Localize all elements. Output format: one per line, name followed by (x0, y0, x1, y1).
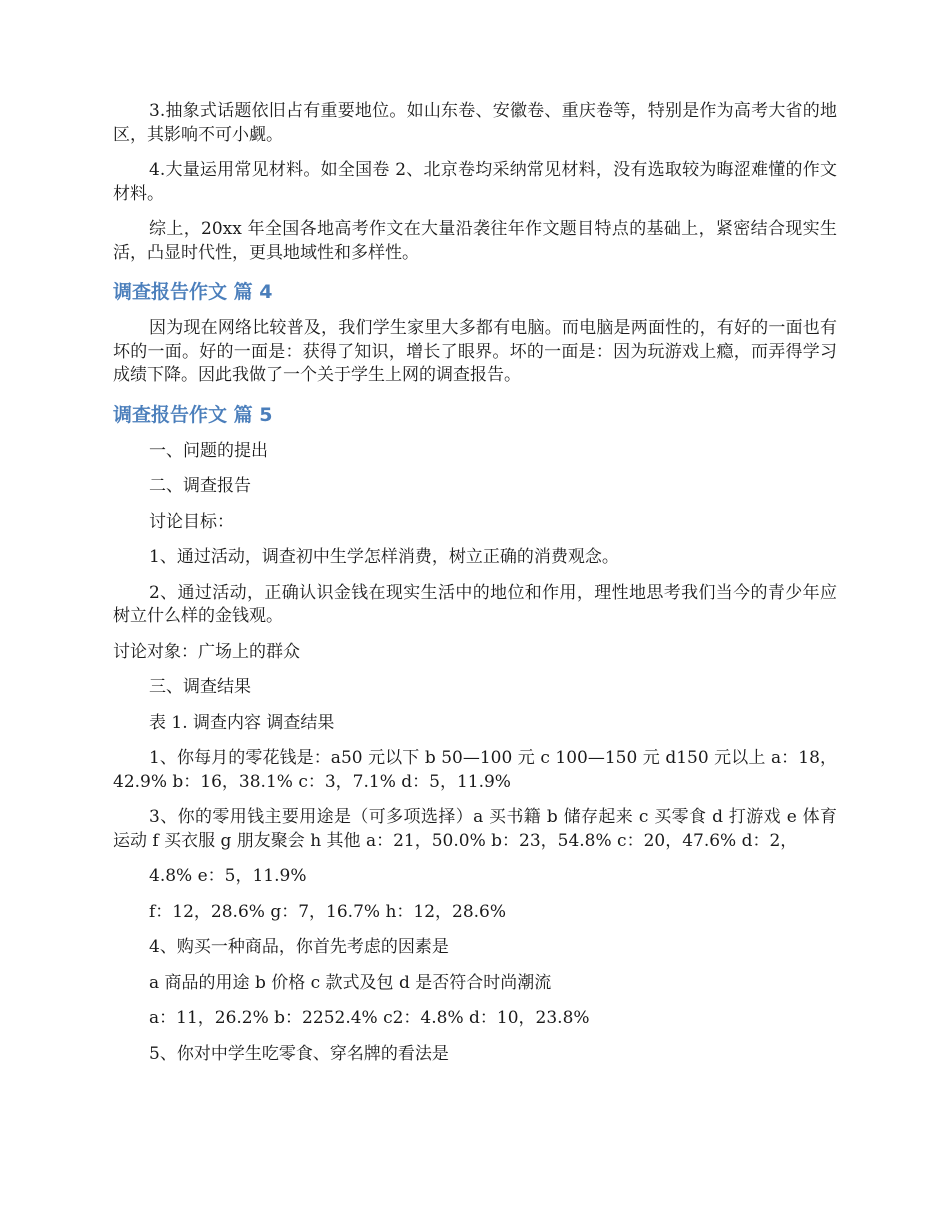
paragraph-summary: 综上，20xx 年全国各地高考作文在大量沿袭往年作文题目特点的基础上，紧密结合现实生活，凸显时代性，更具地域性和多样性。 (113, 219, 837, 263)
survey-question-3: 3、你的零用钱主要用途是（可多项选择）a 买书籍 b 储存起来 c 买零食 d 打游戏 e 体育运动 f 买衣服 g 朋友聚会 h 其他 a：21，50.0% b：23，54.8% c：20，47.6% d：2， (113, 807, 837, 851)
document-page (113, 100, 837, 1078)
survey-question-3-cont-2: f：12，28.6% g：7，16.7% h：12，28.6% (149, 901, 507, 922)
survey-question-3-cont-1: 4.8% e：5，11.9% (149, 866, 307, 886)
survey-question-4-results: a：11，26.2% b：2252.4% c2：4.8% d：10，23.8% (149, 1008, 590, 1028)
section-heading-4: 调查报告作文 篇 4 (113, 281, 273, 303)
section-heading-5: 调查报告作文 篇 5 (113, 403, 273, 426)
survey-question-4-options: a 商品的用途 b 价格 c 款式及包 d 是否符合时尚潮流 (149, 972, 552, 993)
table-caption: 表 1. 调查内容 调查结果 (149, 712, 335, 733)
list-item-subjects: 讨论对象：广场上的群众 (113, 641, 300, 662)
paragraph-section-4: 因为现在网络比较普及，我们学生家里大多都有电脑。而电脑是两面性的，有好的一面也有坏的一面。好的一面是：获得了知识，增长了眼界。坏的一面是：因为玩游戏上瘾，而弄得学习成绩下降。因此我做了一个关于学生上网的调查报告。 (113, 318, 837, 385)
paragraph-common-materials: 4.大量运用常见材料。如全国卷 2、北京卷均采纳常见材料，没有选取较为晦涩难懂的作文材料。 (113, 160, 837, 204)
survey-question-5: 5、你对中学生吃零食、穿名牌的看法是 (149, 1043, 449, 1064)
survey-question-4: 4、购买一种商品，你首先考虑的因素是 (149, 937, 449, 957)
list-item-goal-2: 2、通过活动，正确认识金钱在现实生活中的地位和作用，理性地思考我们当今的青少年应树立什么样的金钱观。 (113, 582, 837, 626)
list-item-goal-label: 讨论目标： (149, 511, 234, 532)
paragraph-abstract-topics: 3.抽象式话题依旧占有重要地位。如山东卷、安徽卷、重庆卷等，特别是作为高考大省的地区，其影响不可小觑。 (113, 101, 837, 145)
survey-question-1: 1、你每月的零花钱是：a50 元以下 b 50—100 元 c 100—150 元 d150 元以上 a：18，42.9% b：16，38.1% c：3，7.1% d：5，11.9% (113, 748, 837, 792)
list-item-problem: 一、问题的提出 (149, 440, 268, 461)
list-item-goal-1: 1、通过活动，调查初中生学怎样消费，树立正确的消费观念。 (149, 547, 619, 567)
list-item-results: 三、调查结果 (149, 677, 251, 697)
list-item-report: 二、调查报告 (149, 476, 251, 496)
